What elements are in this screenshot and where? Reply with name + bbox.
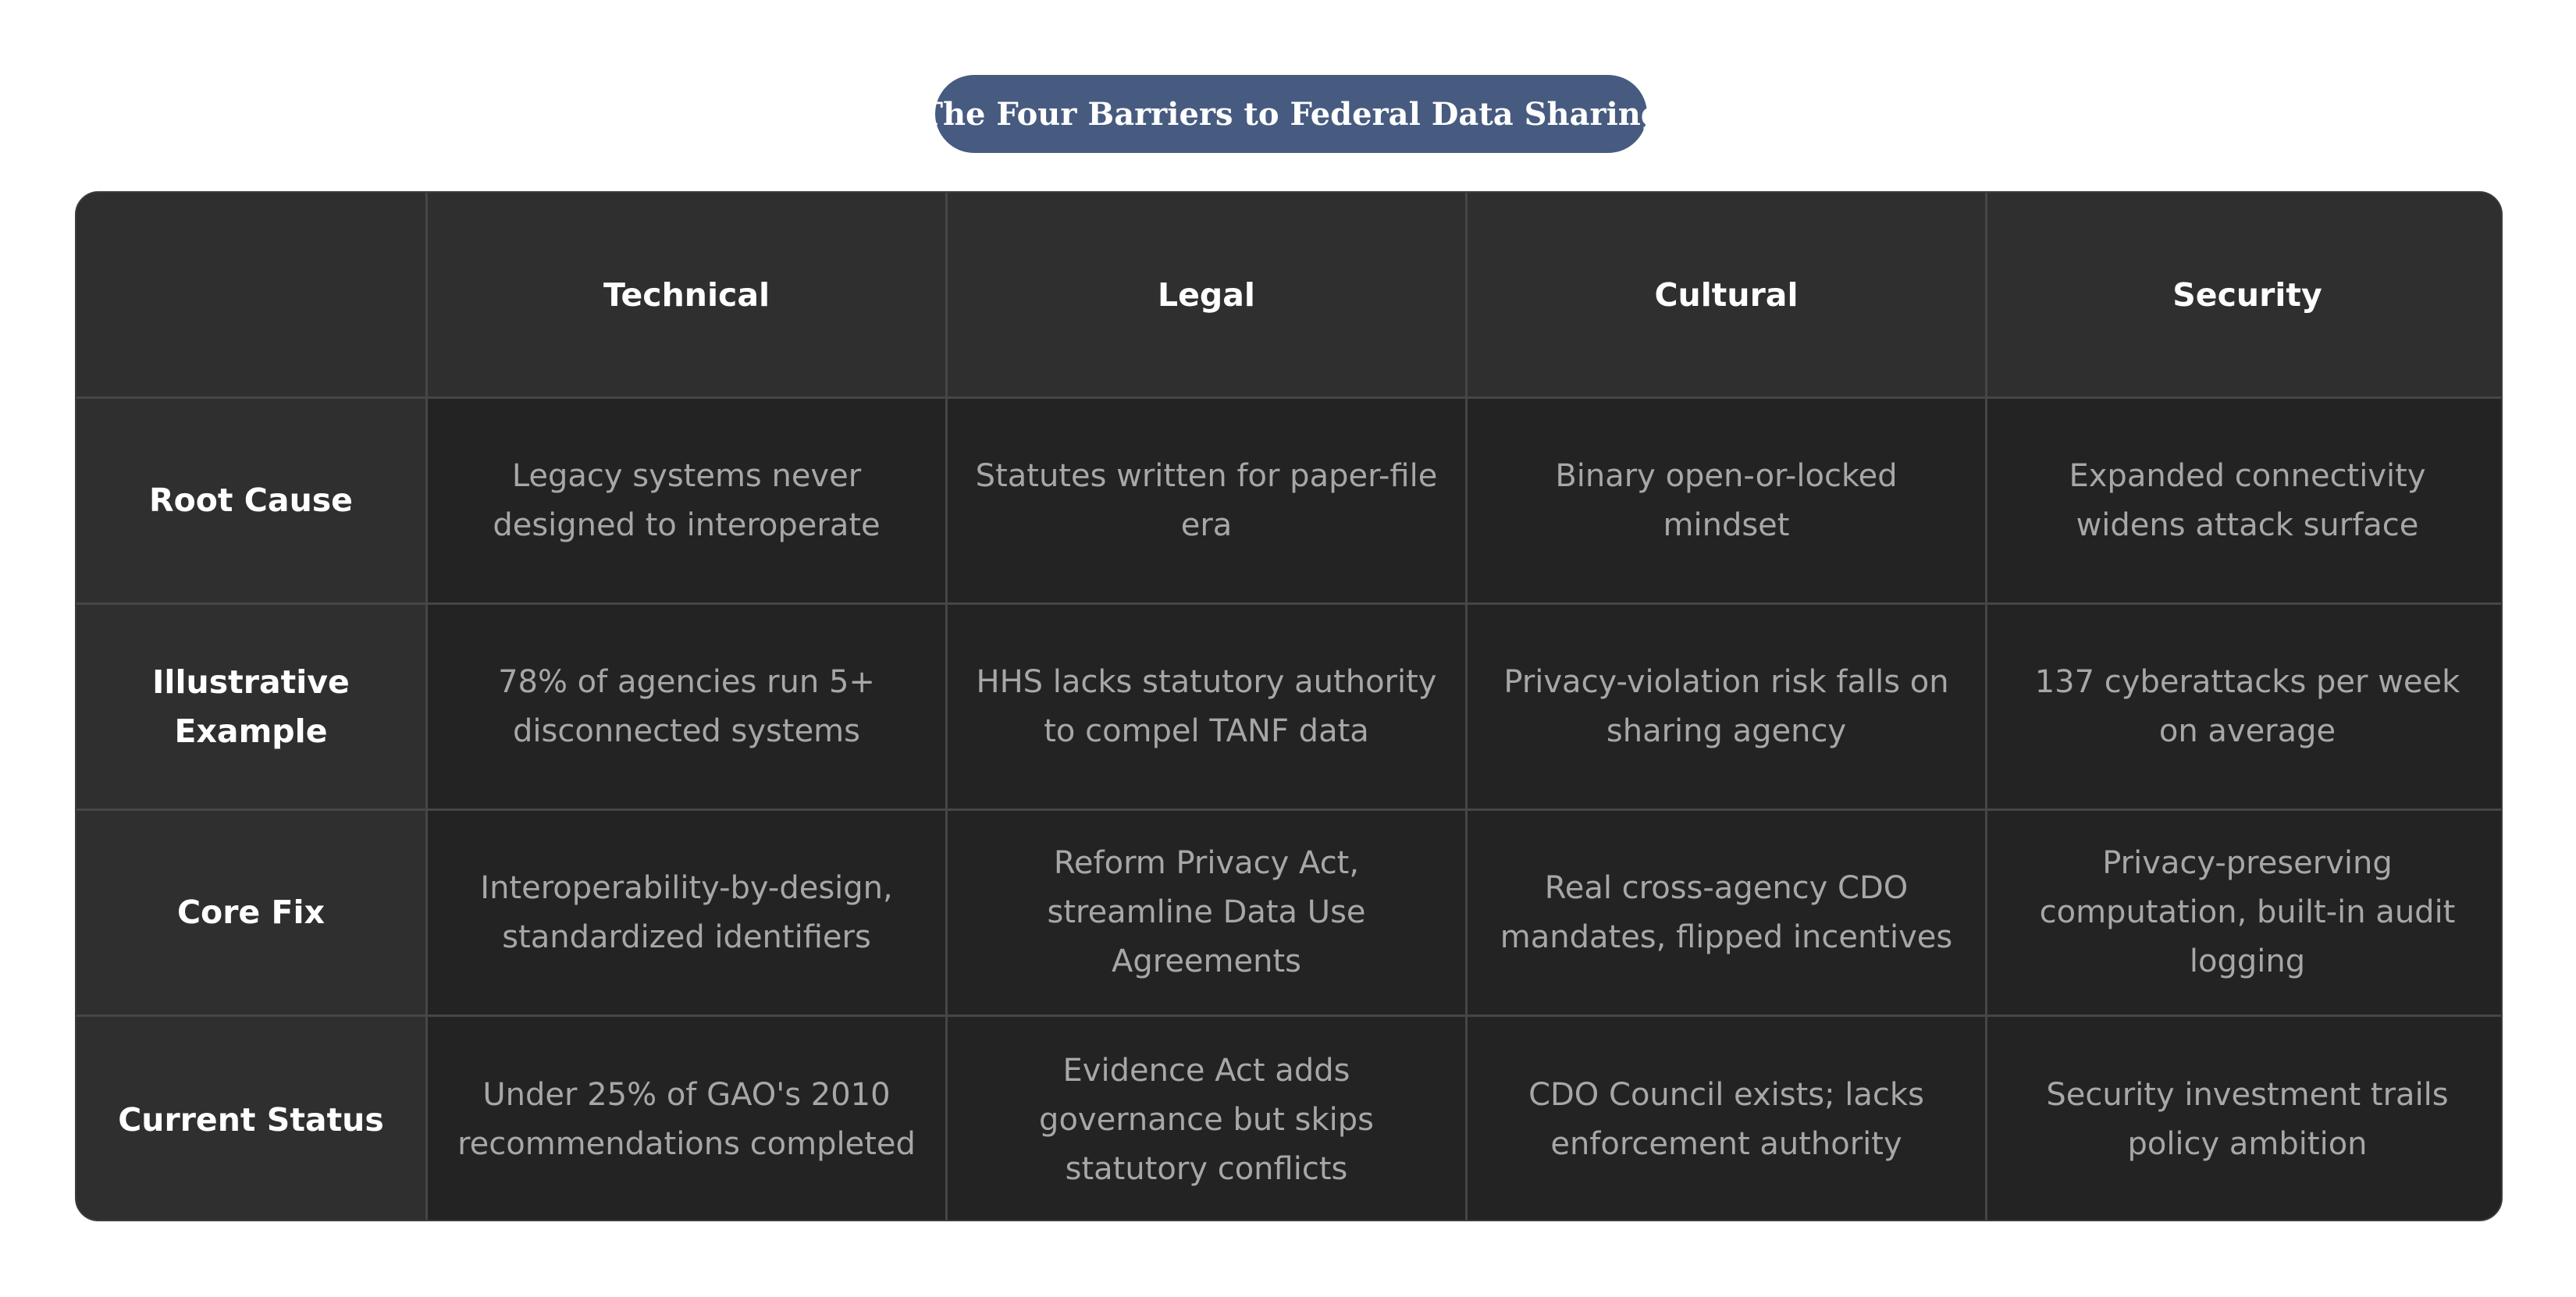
row-header-root-cause: Root Cause — [76, 399, 428, 605]
column-header-cultural: Cultural — [1468, 193, 1987, 399]
table-cell: HHS lacks statutory authority to compel TANF data — [948, 605, 1468, 811]
table-cell: Legacy systems never designed to interoperate — [428, 399, 948, 605]
barriers-table-grid — [76, 193, 2501, 1220]
column-header-security: Security — [1987, 193, 2503, 399]
column-header-legal: Legal — [948, 193, 1468, 399]
table-cell: Evidence Act adds governance but skips statutory conflicts — [948, 1017, 1468, 1221]
table-cell: Under 25% of GAO's 2010 recommendations completed — [428, 1017, 948, 1221]
table-cell: Security investment trails policy ambition — [1987, 1017, 2503, 1221]
column-header-technical: Technical — [428, 193, 948, 399]
table-cell: 78% of agencies run 5+ disconnected systems — [428, 605, 948, 811]
barriers-table — [75, 191, 2503, 1221]
table-cell: Privacy-violation risk falls on sharing agency — [1468, 605, 1987, 811]
table-cell: Binary open-or-locked mindset — [1468, 399, 1987, 605]
row-header-current-status: Current Status — [76, 1017, 428, 1221]
table-title-pill — [920, 75, 1663, 153]
row-header-illustrative-example: Illustrative Example — [76, 605, 428, 811]
table-cell: Privacy-preserving computation, built-in audit logging — [1987, 811, 2503, 1017]
header-corner-cell — [76, 193, 428, 399]
table-cell: Real cross-agency CDO mandates, flipped incentives — [1468, 811, 1987, 1017]
table-cell: Statutes written for paper-file era — [948, 399, 1468, 605]
row-header-core-fix: Core Fix — [76, 811, 428, 1017]
table-cell: CDO Council exists; lacks enforcement authority — [1468, 1017, 1987, 1221]
table-cell: 137 cyberattacks per week on average — [1987, 605, 2503, 811]
table-cell: Interoperability-by-design, standardized identifiers — [428, 811, 948, 1017]
table-cell: Expanded connectivity widens attack surface — [1987, 399, 2503, 605]
table-title: The Four Barriers to Federal Data Sharing — [920, 95, 1663, 133]
table-cell: Reform Privacy Act, streamline Data Use Agreements — [948, 811, 1468, 1017]
